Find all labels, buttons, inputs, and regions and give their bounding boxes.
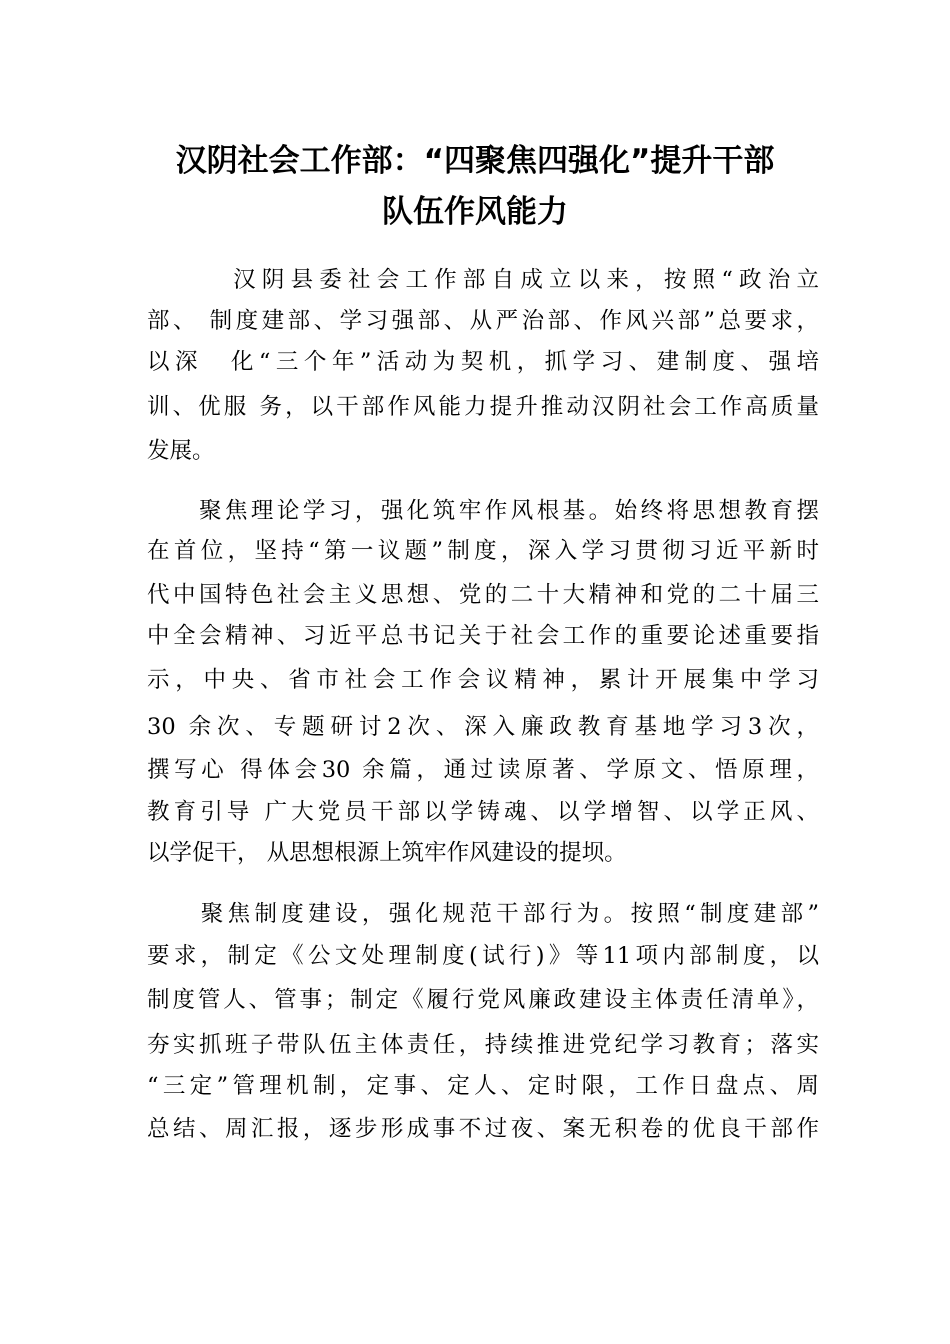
paragraph-2-line-2: 在首位，坚持“第一议题”制度，深入学习贯彻习近平新时 (147, 538, 819, 564)
document-title-line-1: 汉阴社会工作部：“四聚焦四强化”提升干部 (175, 143, 775, 179)
document-title-line-2: 队伍作风能力 (382, 194, 568, 230)
paragraph-3-line-1: 聚焦制度建设，强化规范干部行为。按照“制度建部” (147, 901, 819, 927)
paragraph-3-line-2: 要求，制定《公文处理制度(试行)》等11项内部制度，以 (147, 943, 819, 969)
paragraph-1-line-2: 部、 制度建部、学习强部、从严治部、作风兴部”总要求， (147, 308, 819, 334)
paragraph-2-line-3: 代中国特色社会主义思想、党的二十大精神和党的二十届三 (147, 582, 819, 608)
paragraph-1-line-1: 汉阴县委社会工作部自成立以来，按照“政治立 (147, 267, 819, 293)
paragraph-2-line-6: 30 余次、专题研讨2次、深入廉政教育基地学习3次， (147, 714, 819, 740)
paragraph-3-line-5: “三定”管理机制，定事、定人、定时限，工作日盘点、周 (147, 1073, 819, 1099)
paragraph-3-line-6: 总结、周汇报，逐步形成事不过夜、案无积卷的优良干部作 (147, 1116, 819, 1142)
paragraph-2-line-1: 聚焦理论学习，强化筑牢作风根基。始终将思想教育摆 (147, 498, 819, 524)
paragraph-2-line-7: 撰写心 得体会30 余篇，通过读原著、学原文、悟原理， (147, 757, 819, 783)
paragraph-2-line-5: 示，中央、省市社会工作会议精神，累计开展集中学习 (147, 667, 819, 693)
paragraph-2-line-9: 以学促干， 从思想根源上筑牢作风建设的提坝。 (147, 840, 627, 866)
paragraph-3-line-4: 夯实抓班子带队伍主体责任，持续推进党纪学习教育；落实 (147, 1032, 819, 1058)
paragraph-3-line-3: 制度管人、管事；制定《履行党风廉政建设主体责任清单》， (147, 987, 819, 1013)
paragraph-1-line-4: 训、优服 务，以干部作风能力提升推动汉阴社会工作高质量 (147, 394, 819, 420)
paragraph-2-line-4: 中全会精神、习近平总书记关于社会工作的重要论述重要指 (147, 623, 819, 649)
paragraph-1-line-3: 以深 化“三个年”活动为契机，抓学习、建制度、强培 (147, 349, 819, 375)
paragraph-2-line-8: 教育引导 广大党员干部以学铸魂、以学增智、以学正风、 (147, 799, 819, 825)
paragraph-1-line-5: 发展。 (147, 438, 215, 464)
